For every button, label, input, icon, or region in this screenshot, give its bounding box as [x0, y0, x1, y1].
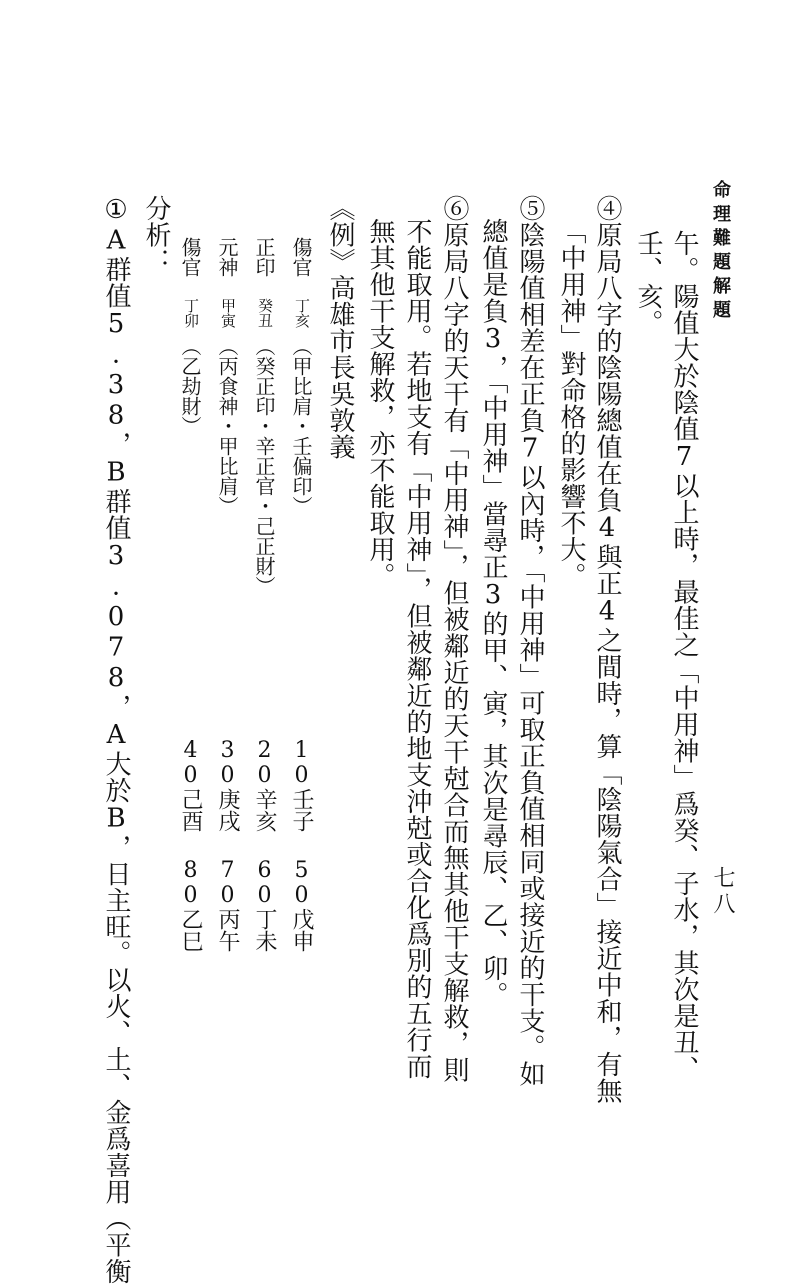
paragraph-line: 壬、亥。 — [633, 230, 663, 336]
example-title: 《例》高雄市長吳敦義 — [325, 195, 355, 460]
luck-pillar: 50戊申 — [289, 858, 314, 952]
paragraph-line: 無其他干支解救，亦不能取用。 — [365, 218, 395, 589]
analysis-label: 分析： — [141, 195, 171, 275]
paragraph-line: 午。陽值大於陰值7以上時，最佳之「中用神」爲癸、子水，其次是丑、 — [669, 230, 699, 1082]
analysis-line: ①A群值5.38，B群值3.078，A大於B，日主旺。以火、土、金爲喜用（平衡 — [101, 195, 131, 1285]
pillar-ganzhi: 甲寅 — [219, 298, 237, 328]
paragraph-line: ⑤陰陽值相差在正負7以內時，「中用神」可取正負值相同或接近的干支。如 — [515, 195, 545, 1087]
luck-pillar: 40己酉 — [178, 738, 203, 832]
pillar-ganzhi: 癸丑 — [256, 298, 274, 328]
luck-pillar: 80乙巳 — [178, 858, 203, 952]
ten-god-label: 傷官 — [178, 237, 202, 277]
paragraph-line: 「中用神」對命格的影響不大。 — [556, 218, 586, 589]
pillar-ganzhi: 丁卯 — [182, 298, 200, 328]
ten-god-label: 傷官 — [289, 237, 313, 277]
paragraph-line: 總值是負3，「中用神」當尋正3的甲、寅，其次是尋辰、乙、卯。 — [478, 218, 508, 1008]
pillar-ganzhi: 丁亥 — [293, 298, 311, 328]
paragraph-line: ④原局八字的陰陽總值在負4與正4之間時，算「陰陽氣合」接近中和，有無 — [592, 195, 622, 1104]
luck-pillar: 60丁未 — [252, 858, 277, 952]
ten-god-label: 元神 — [215, 237, 239, 277]
luck-pillar: 20辛亥 — [252, 738, 277, 832]
paragraph-line: 不能取用。若地支有「中用神」，但被鄰近的地支沖尅或合化爲別的五行而 — [402, 218, 432, 1080]
running-header: 命理難題解題 — [710, 180, 731, 324]
hidden-stems: （丙食神・甲比肩） — [215, 336, 239, 516]
luck-pillar: 70丙午 — [215, 858, 240, 952]
luck-pillar: 10壬子 — [289, 738, 314, 832]
luck-pillar: 30庚戌 — [215, 738, 240, 832]
page-number: 七八 — [710, 866, 735, 918]
hidden-stems: （乙劫財） — [178, 336, 202, 436]
ten-god-label: 正印 — [252, 237, 276, 277]
hidden-stems: （甲比肩・壬偏印） — [289, 336, 313, 516]
hidden-stems: （癸正印・辛正官・己正財） — [252, 336, 276, 596]
paragraph-line: ⑥原局八字的天干有「中用神」，但被鄰近的天干尅合而無其他干支解救，則 — [439, 195, 469, 1083]
